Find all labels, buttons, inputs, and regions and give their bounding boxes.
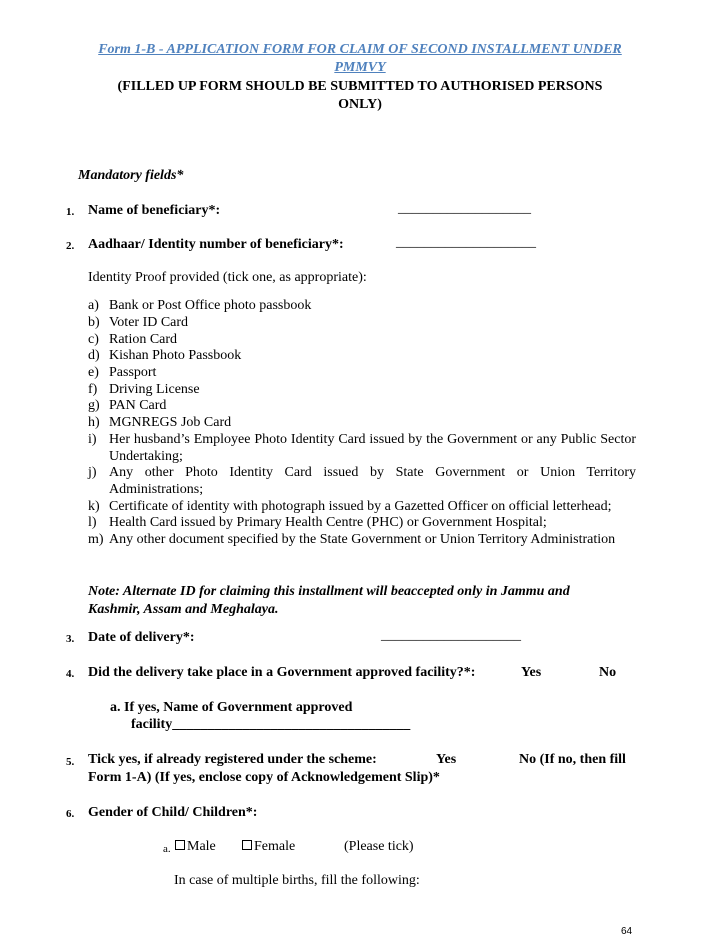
id-option-h[interactable] (88, 414, 636, 431)
mandatory-fields-note: Mandatory fields* (78, 168, 184, 183)
checkbox-icon[interactable] (242, 840, 252, 850)
delivery-date-label: Date of delivery*: (88, 630, 195, 645)
option-letter: b) (88, 315, 100, 330)
id-option-g[interactable] (88, 397, 636, 414)
option-text: Voter ID Card (109, 315, 189, 330)
option-letter: d) (88, 348, 100, 363)
form-title-line2: PMMVY (334, 60, 386, 75)
govt-facility-yes-option[interactable]: Yes (521, 665, 542, 680)
child-gender-label: Gender of Child/ Children*: (88, 805, 258, 820)
id-option-a[interactable] (88, 297, 636, 314)
id-option-i[interactable] (88, 431, 636, 465)
id-option-j[interactable] (88, 464, 636, 498)
aadhaar-number-label: Aadhaar/ Identity number of beneficiary*: (88, 237, 344, 252)
field-number: 4. (66, 668, 75, 680)
facility-word: facility (131, 717, 173, 732)
option-text: Any other document specified by the State Government or Union Territory Administration (109, 532, 616, 547)
option-text: Ration Card (109, 332, 178, 347)
option-text: Driving License (109, 382, 200, 397)
multiple-births-note: In case of multiple births, fill the following: (174, 873, 420, 888)
option-letter: k) (88, 499, 100, 514)
form-subtitle-line2: ONLY) (338, 97, 382, 112)
option-letter: l) (88, 515, 97, 530)
field-number: 1. (66, 206, 75, 218)
option-letter: a) (88, 298, 99, 313)
id-option-l[interactable] (88, 514, 636, 531)
page-number: 64 (621, 926, 633, 937)
registered-no-option[interactable]: No (If no, then fill (519, 752, 626, 767)
male-label: Male (187, 839, 216, 854)
delivery-date-field[interactable]: ____________________ (381, 628, 521, 643)
beneficiary-name-label: Name of beneficiary*: (88, 203, 221, 218)
option-letter: e) (88, 365, 99, 380)
alternate-id-note-line2: Kashmir, Assam and Meghalaya. (88, 602, 279, 617)
option-text: Passport (109, 365, 157, 380)
id-option-k[interactable] (88, 498, 636, 515)
facility-name-label: a. If yes, Name of Government approved (110, 700, 353, 715)
male-checkbox-option[interactable] (175, 839, 216, 855)
field-number: 2. (66, 240, 75, 252)
gender-prefix: a. (163, 843, 171, 855)
option-text: PAN Card (109, 398, 167, 413)
option-text: Any other Photo Identity Card issued by State Government or Union Territory Administrations; (109, 465, 636, 497)
field-number: 5. (66, 756, 75, 768)
govt-facility-no-option[interactable]: No (599, 665, 617, 680)
id-option-e[interactable] (88, 364, 636, 381)
option-letter: f) (88, 382, 98, 397)
identity-proof-intro: Identity Proof provided (tick one, as appropriate): (88, 270, 367, 285)
option-text: Bank or Post Office photo passbook (109, 298, 312, 313)
option-letter: c) (88, 332, 99, 347)
aadhaar-number-field[interactable]: ____________________ (396, 235, 536, 250)
already-registered-label-cont: Form 1-A) (If yes, enclose copy of Acknowledgement Slip)* (88, 770, 440, 785)
facility-name-field[interactable]: __________________________________ (172, 717, 411, 732)
option-letter: g) (88, 398, 100, 413)
option-text: MGNREGS Job Card (109, 415, 232, 430)
id-option-d[interactable] (88, 347, 636, 364)
beneficiary-name-field[interactable]: ___________________ (398, 201, 531, 216)
option-text: Health Card issued by Primary Health Centre (PHC) or Government Hospital; (109, 515, 547, 530)
facility-name-label-cont (131, 717, 410, 733)
field-number: 6. (66, 808, 75, 820)
option-letter: h) (88, 415, 100, 430)
id-option-f[interactable] (88, 381, 636, 398)
option-letter: m) (88, 532, 104, 547)
option-letter: i) (88, 432, 97, 447)
form-title-line1: Form 1-B - APPLICATION FORM FOR CLAIM OF SECOND INSTALLMENT UNDER (98, 42, 622, 57)
female-checkbox-option[interactable] (242, 839, 295, 855)
option-text: Her husband’s Employee Photo Identity Card issued by the Government or any Public Sector Undertaking; (109, 432, 636, 464)
option-letter: j) (88, 465, 97, 480)
checkbox-icon[interactable] (175, 840, 185, 850)
field-number: 3. (66, 633, 75, 645)
alternate-id-note-line1: Note: Alternate ID for claiming this installment will beaccepted only in Jammu and (88, 584, 570, 599)
govt-facility-label: Did the delivery take place in a Government approved facility?*: (88, 665, 476, 680)
registered-yes-option[interactable]: Yes (436, 752, 457, 767)
id-option-b[interactable] (88, 314, 636, 331)
option-text: Kishan Photo Passbook (109, 348, 242, 363)
please-tick-note: (Please tick) (344, 839, 414, 854)
form-subtitle-line1: (FILLED UP FORM SHOULD BE SUBMITTED TO AUTHORISED PERSONS (117, 79, 603, 94)
female-label: Female (254, 839, 296, 854)
id-option-c[interactable] (88, 331, 636, 348)
already-registered-label: Tick yes, if already registered under the scheme: (88, 752, 377, 767)
option-text: Certificate of identity with photograph issued by a Gazetted Officer on official letterhead; (109, 499, 612, 514)
id-option-m[interactable] (88, 531, 636, 548)
